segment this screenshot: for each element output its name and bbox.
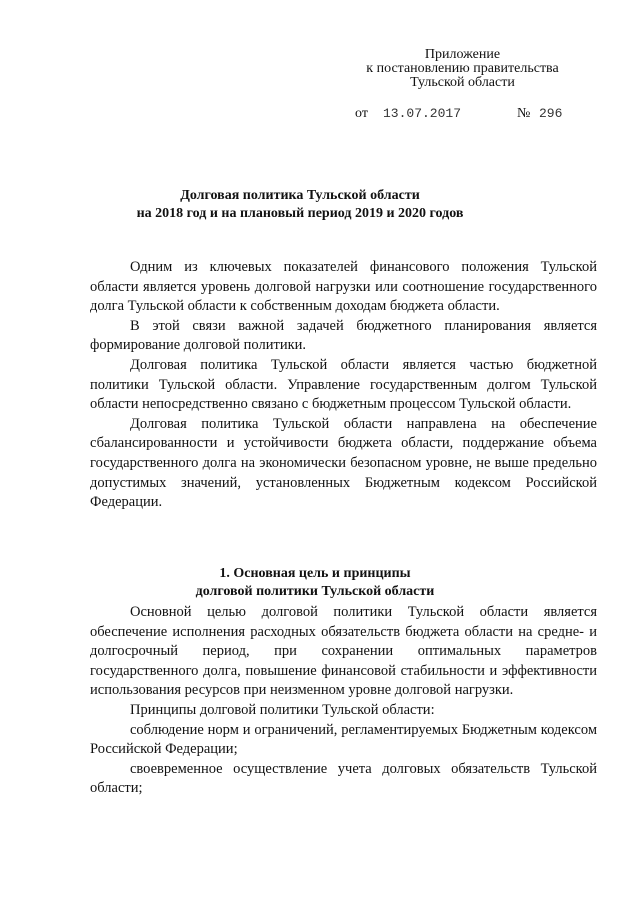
appendix-line-1: Приложение bbox=[424, 47, 501, 62]
section-heading-line-2: долговой политики Тульской области bbox=[195, 584, 435, 599]
title-line-2: на 2018 год и на плановый период 2019 и 2020 годов bbox=[136, 206, 464, 221]
section-heading-line-1: 1. Основная цель и принципы bbox=[219, 566, 411, 581]
section-paragraph: соблюдение норм и ограничений, регламентируемых Бюджетным кодексом Российской Федерации; bbox=[90, 721, 597, 758]
decree-date-number bbox=[355, 106, 570, 122]
document-title bbox=[90, 187, 510, 223]
title-line-1: Долговая политика Тульской области bbox=[180, 188, 420, 203]
appendix-header bbox=[340, 48, 585, 90]
intro-paragraph: Долговая политика Тульской области направлена на обеспечение сбалансированности и устойчивости бюджета области, поддержание объема государственного долга на экономически безопасном уровне, не выше предельно допустимых значений, установленных Бюджетным кодексом Российской Федерации. bbox=[90, 415, 597, 511]
appendix-line-3: Тульской области bbox=[410, 75, 515, 90]
intro-paragraph: Долговая политика Тульской области является частью бюджетной политики Тульской области. Управление государственным долгом Тульской области непосредственно связано с бюджетным процессом Тульской области. bbox=[90, 356, 597, 413]
section-1-heading bbox=[170, 565, 460, 601]
intro-section bbox=[90, 258, 597, 513]
intro-paragraph: В этой связи важной задачей бюджетного планирования является формирование долговой политики. bbox=[90, 317, 597, 354]
date-label: от bbox=[355, 106, 368, 121]
section-paragraph: Принципы долговой политики Тульской области: bbox=[130, 701, 435, 718]
number-label: № bbox=[517, 106, 531, 121]
section-paragraph: своевременное осуществление учета долговых обязательств Тульской области; bbox=[90, 760, 597, 797]
decree-date: 13.07.2017 bbox=[383, 106, 462, 121]
section-paragraph: Основной целью долговой политики Тульской области является обеспечение исполнения расходных обязательств бюджета области на средне- и долгосрочный период, при сохранении оптимальных параметров государственного долга, повышение финансовой стабильности и эффективности использования ресурсов при неизменном уровне долговой нагрузки. bbox=[90, 604, 597, 699]
section-1-body bbox=[90, 603, 597, 799]
appendix-line-2: к постановлению правительства bbox=[366, 61, 559, 76]
decree-number: 296 bbox=[539, 106, 563, 121]
intro-paragraph: Одним из ключевых показателей финансового положения Тульской области является уровень долговой нагрузки или соотношение государственного долга Тульской области к собственным доходам бюджета области. bbox=[90, 259, 597, 315]
